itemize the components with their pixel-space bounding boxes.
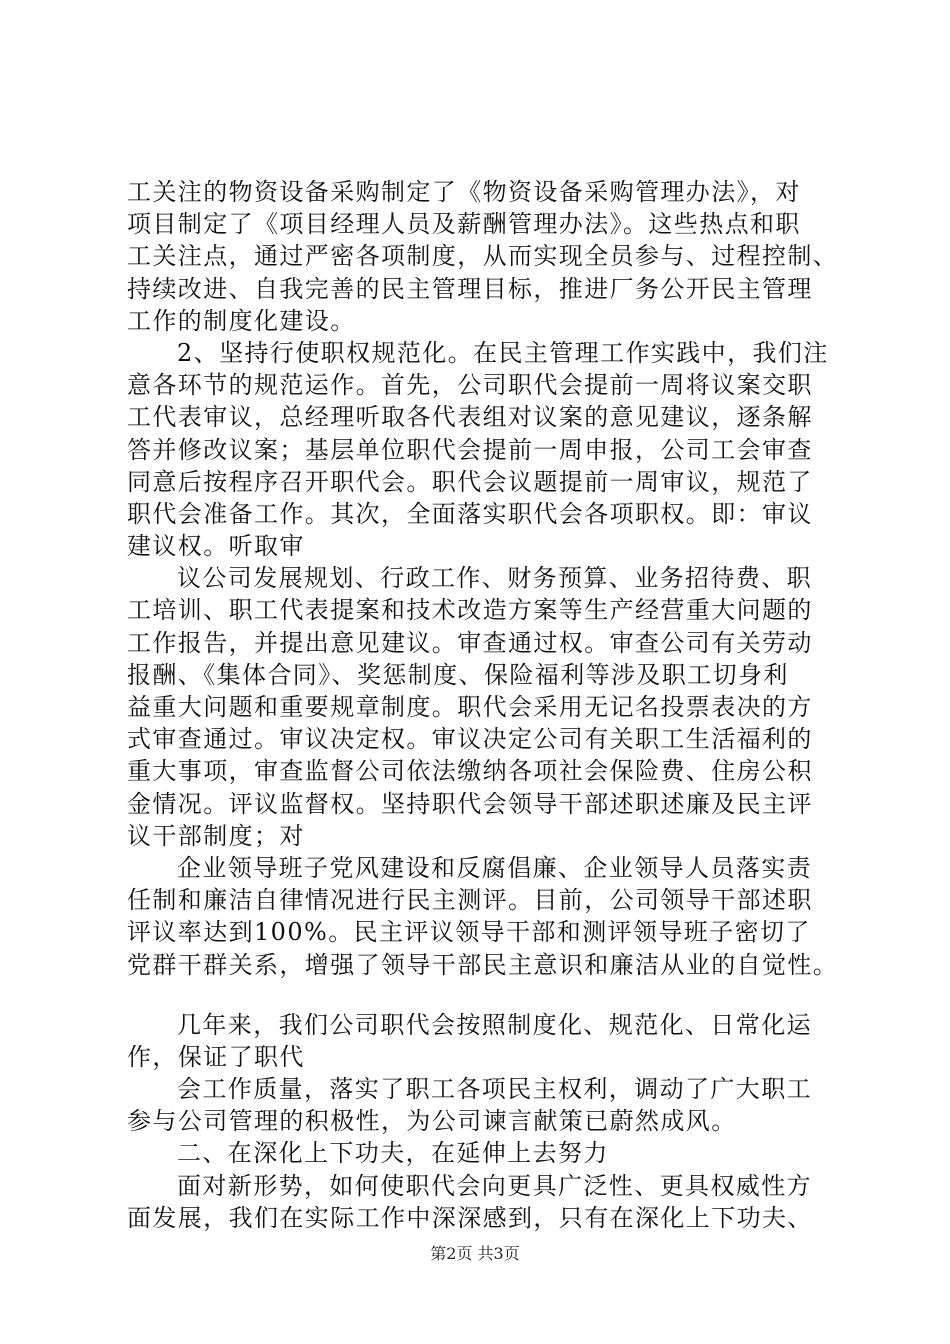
text-line: 企业领导班子党风建设和反腐倡廉、企业领导人员落实责 <box>177 853 812 882</box>
text-line: 工作的制度化建设。 <box>127 306 356 335</box>
text-line: 项目制定了《项目经理人员及薪酬管理办法》。这些热点和职 <box>127 210 801 239</box>
text-line: 工关注的物资设备采购制定了《物资设备采购管理办法》，对 <box>127 178 801 206</box>
document-body <box>127 176 847 1234</box>
text-line: 建议权。听取审 <box>127 532 305 561</box>
text-line: 报酬、《集体合同》、奖惩制度、保险福利等涉及职工切身利 <box>127 660 789 689</box>
text-line: 作，保证了职代 <box>127 1042 305 1071</box>
text-line: 议干部制度；对 <box>127 821 305 850</box>
text-line: 式审查通过。审议决定权。审议决定公司有关职工生活福利的 <box>127 725 813 754</box>
text-line: 重大事项，审查监督公司依法缴纳各项社会保险费、住房公积 <box>127 757 813 786</box>
text-line: 参与公司管理的积极性，为公司谏言献策已蔚然成风。 <box>127 1107 737 1136</box>
text-line: 任制和廉洁自律情况进行民主测评。目前，公司领导干部述职 <box>127 886 813 915</box>
text-line: 金情况。评议监督权。坚持职代会领导干部述职述廉及民主评 <box>127 789 813 818</box>
text-line: 评议率达到100%。民主评议领导干部和测评领导班子密切了 <box>127 918 811 947</box>
text-line: 会工作质量，落实了职工各项民主权利，调动了广大职工 <box>177 1075 812 1104</box>
text-line: 同意后按程序召开职代会。职代会议题提前一周审议，规范了 <box>127 467 813 496</box>
paragraph-gap <box>127 981 847 1009</box>
text-line: 2、坚持行使职权规范化。在民主管理工作实践中，我们注 <box>177 338 829 367</box>
text-line: 益重大问题和重要规章制度。职代会采用无记名投票表决的方 <box>127 693 813 721</box>
text-line: 答并修改议案；基层单位职代会提前一周申报，公司工会审查 <box>127 435 813 464</box>
text-line: 工关注点，通过严密各项制度，从而实现全员参与、过程控制、 <box>127 242 839 271</box>
text-line: 党群干群关系，增强了领导干部民主意识和廉洁从业的自觉性。 <box>127 950 839 979</box>
text-line: 工代表审议，总经理听取各代表组对议案的意见建议，逐条解 <box>127 403 813 432</box>
page-footer: 第2页 共3页 <box>430 1244 520 1263</box>
text-line: 持续改进、自我完善的民主管理目标，推进厂务公开民主管理 <box>127 274 813 303</box>
text-line: 议公司发展规划、行政工作、财务预算、业务招待费、职 <box>177 564 812 593</box>
text-line: 职代会准备工作。其次，全面落实职代会各项职权。即：审议 <box>127 499 813 528</box>
text-line: 工培训、职工代表提案和技术改造方案等生产经营重大问题的 <box>127 596 813 625</box>
text-line: 面对新形势，如何使职代会向更具广泛性、更具权威性方 <box>177 1171 812 1200</box>
section-heading: 二、在深化上下功夫，在延伸上去努力 <box>177 1139 609 1168</box>
text-line: 几年来，我们公司职代会按照制度化、规范化、日常化运 <box>177 1010 812 1039</box>
text-line: 工作报告，并提出意见建议。审查通过权。审查公司有关劳动 <box>127 628 813 657</box>
text-line: 面发展，我们在实际工作中深深感到，只有在深化上下功夫、 <box>127 1203 813 1232</box>
text-line: 意各环节的规范运作。首先，公司职代会提前一周将议案交职 <box>127 371 813 400</box>
